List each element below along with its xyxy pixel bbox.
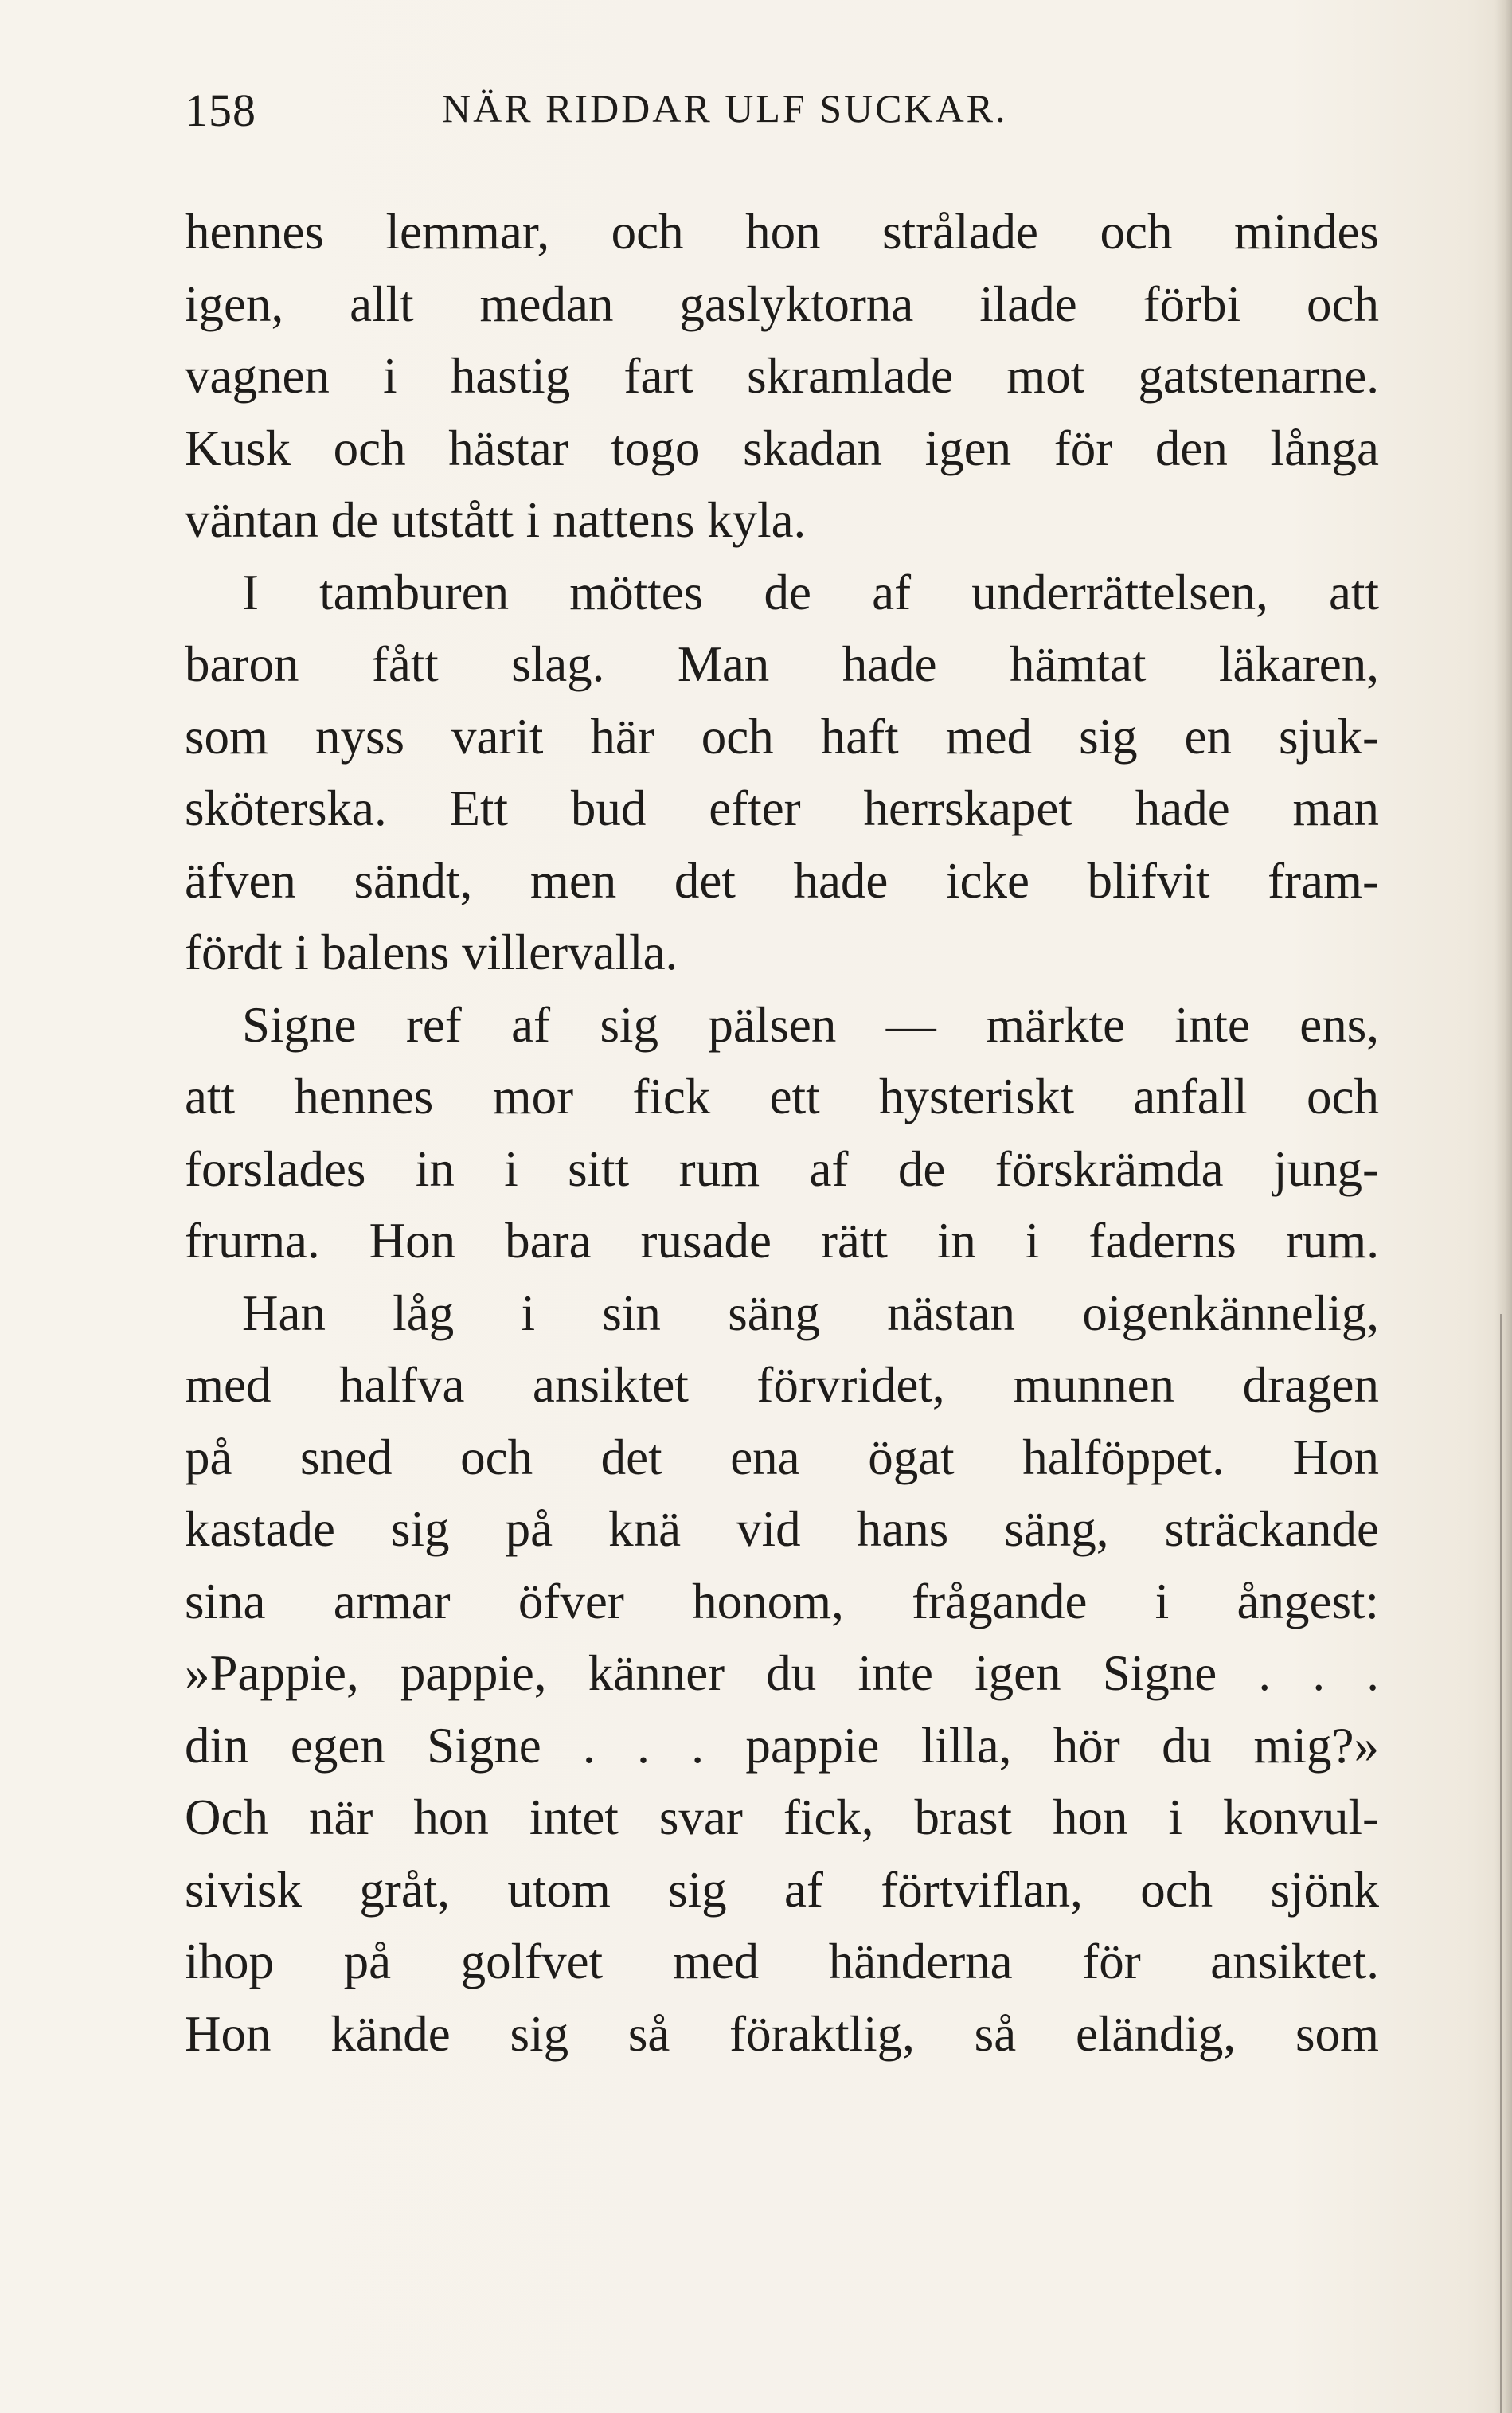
text-line: att hennes mor fick ett hysteriskt anfall och: [185, 1069, 1379, 1124]
running-title: NÄR RIDDAR ULF SUCKAR.: [442, 86, 1008, 131]
text-line: I tamburen möttes de af underrättelsen, att: [242, 564, 1379, 620]
page-number: 158: [185, 84, 256, 136]
text-line: sivisk gråt, utom sig af förtviflan, och sjönk: [185, 1861, 1379, 1918]
text-line: kastade sig på knä vid hans säng, sträckande: [185, 1501, 1379, 1557]
text-line: baron fått slag. Man hade hämtat läkaren,: [185, 636, 1379, 692]
text-line: frurna. Hon bara rusade rätt in i faderns rum.: [185, 1213, 1379, 1269]
text-line: »Pappie, pappie, känner du inte igen Signe . . .: [185, 1645, 1379, 1701]
text-line: Han låg i sin säng nästan oigenkännelig,: [242, 1285, 1379, 1341]
text-line: hennes lemmar, och hon strålade och mindes: [185, 204, 1379, 260]
text-line: på sned och det ena ögat halföppet. Hon: [185, 1429, 1379, 1485]
text-line: Signe ref af sig pälsen — märkte inte ens,: [242, 996, 1379, 1053]
text-line: Hon kände sig så föraktlig, så eländig, som: [185, 2005, 1379, 2062]
page-edge-line: [1500, 1314, 1502, 2413]
text-line: med halfva ansiktet förvridet, munnen dragen: [185, 1357, 1379, 1413]
text-line: fördt i balens villervalla.: [185, 925, 678, 980]
text-line: Kusk och hästar togo skadan igen för den långa: [185, 420, 1379, 476]
text-line: igen, allt medan gaslyktorna ilade förbi och: [185, 276, 1379, 332]
text-line: ihop på golfvet med händerna för ansiktet.: [185, 1934, 1379, 1989]
text-line: vagnen i hastig fart skramlade mot gatstenarne.: [185, 348, 1379, 404]
text-line: sköterska. Ett bud efter herrskapet hade man: [185, 780, 1379, 836]
text-line: äfven sändt, men det hade icke blifvit fram-: [185, 852, 1379, 909]
text-line: sina armar öfver honom, frågande i ångest:: [185, 1573, 1379, 1629]
text-line: din egen Signe . . . pappie lilla, hör du mig?»: [185, 1717, 1379, 1774]
text-line: Och när hon intet svar fick, brast hon i konvul-: [185, 1789, 1379, 1845]
text-line: som nyss varit här och haft med sig en sjuk-: [185, 708, 1379, 765]
page-header: [185, 84, 1379, 147]
text-line: väntan de utstått i nattens kyla.: [185, 492, 807, 548]
text-line: forslades in i sitt rum af de förskrämda jung-: [185, 1140, 1379, 1197]
page-edge-shadow: [1494, 0, 1512, 2413]
body-text: [185, 196, 1379, 2070]
